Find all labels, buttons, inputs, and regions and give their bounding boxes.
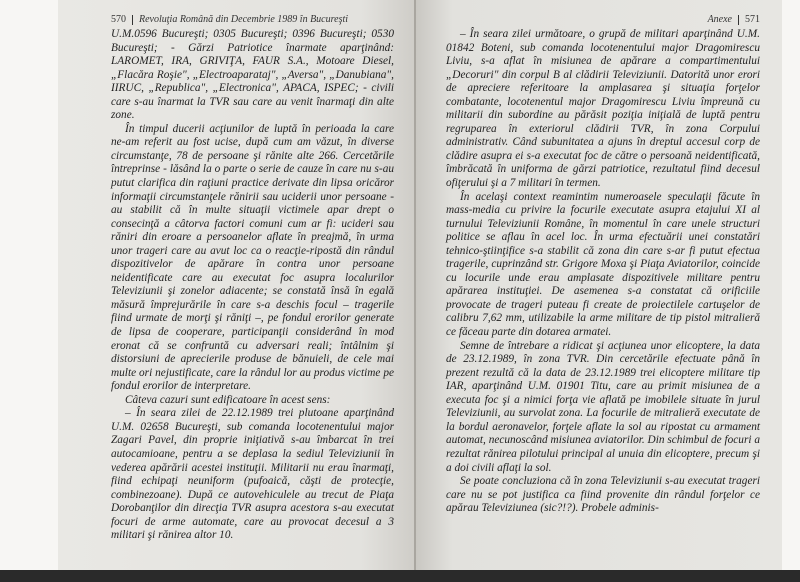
right-page: [416, 0, 782, 570]
left-page: [58, 0, 414, 570]
left-paragraph: Câteva cazuri sunt edificatoare în acest sens:: [125, 393, 331, 406]
left-page-header: [111, 12, 394, 28]
right-page-body: [446, 28, 760, 516]
scan-margin-right: [782, 0, 800, 582]
scan-bottom-edge: [0, 570, 800, 582]
left-paragraph: U.M.0596 Bucureşti; 0305 Bucureşti; 0396 Bucureşti; 0530 Bucureşti; - Gărzi Patriotice înarmate aparţinând: LAROMET, IRA, GRIVIŢA, FAUR S.A., Motoare Diesel, „Flacăra Roşie", „Electroaparataj", „Aversa", „Danubiana", IIRUC, „Republica", „Electronica", APACA, ISPEC; - civili care s-au înarmat la TVR sau care au venit înarmaţi din alte zone.: [111, 28, 394, 122]
left-running-title: Revoluţia Română din Decembrie 1989 în Bucureşti: [139, 14, 349, 25]
right-page-header: [446, 12, 760, 28]
header-divider: [132, 15, 133, 25]
right-paragraph: Se poate concluziona că în zona Televiziunii s-au executat trageri care nu se pot justifica ca fiind provenite din rândul forţelor ce apărau Televiziunea (sic?!?). Probele adminis-: [446, 475, 760, 515]
left-page-number: 570: [111, 14, 126, 25]
scan-margin-left: [0, 0, 58, 582]
left-page-body: [111, 28, 394, 543]
right-paragraph: În acelaşi context reamintim numeroasele speculaţii făcute în mass-media cu privire la focurile executate asupra etajului XI al turnului Televiziunii Române, în momentul în care unele structuri politice se aflau în acel loc. În urma efectuării unei constatări tehnico-ştiinţifice s-a stabilit că zona din care s-ar fi putut efectua tragerile, cuprinzând str. Grigore Moxa şi Piaţa Aviatorilor, coincide cu locurile unde erau amplasate dispozitivele militare pentru apărarea instituţiei. De asemenea s-a constatat că orificiile provocate de trageri puteau fi create de proiectilele cartuşelor de calibru 7,62 mm, utilizabile la arme militare de tip pistol mitralieră ce făceau parte din dotarea armatei.: [446, 190, 760, 339]
header-divider: [738, 15, 739, 25]
right-page-number: 571: [745, 14, 760, 25]
left-paragraph: – În seara zilei de 22.12.1989 trei plutoane aparţinând U.M. 02658 Bucureşti, sub comanda locotenentului major Zagari Pavel, din proprie iniţiativă s-au îmbarcat în trei autocamioane, pentru a se deplasa la sediul Televiziunii în vederea apărării acestei instituţii. Militarii nu erau înarmaţi, fiind echipaţi neuniform (pufoaică, căşti de protecţie, combinezoane). După ce autovehiculele au trecut de Piaţa Dorobanţilor din direcţia TVR asupra acestora s-au executat focuri de arme automate, care au provocat decesul a 3 militari şi rănirea altor 10.: [111, 407, 394, 542]
right-running-title: Anexe: [707, 14, 732, 25]
right-paragraph: – În seara zilei următoare, o grupă de militari aparţinând U.M. 01842 Boteni, sub comanda locotenentului major Dragomirescu Liviu, s-a aflat în misiunea de apărare a compartimentului „Decoruri" din corpul B al clădirii Televiziunii. Datorită unor erori de apreciere referitoare la amplasarea şi situaţia forţelor combatante, locotenentul major Dragomirescu Liviu împreună cu militarii din subordine au părăsit poziţia iniţială de luptă pentru regruparea în exteriorul clădirii TVR, în zona Corpului administrativ. Când subunitatea a ajuns în dreptul accesul corp de clădire asupra ei s-a executat foc de către o persoană neidentificată, îmbrăcată în uniforma de gărzi patriotice, rezultatul fiind decesul ofiţerului şi a 7 militari în termen.: [446, 28, 760, 190]
right-paragraph: Semne de întrebare a ridicat şi acţiunea unor elicoptere, la data de 23.12.1989, în zona TVR. Din cercetările efectuate până în prezent rezultă că la data de 23.12.1989 trei elicoptere militare tip IAR, aparţinând U.M. 01901 Titu, care au primit misiunea de a executa foc şi a nimici forţa vie aflată pe imobilele situate în jurul Televiziunii, au survolat zona. La focurile de mitralieră executate de la bordul aeronavelor, forţele aflate la sol au ripostat cu armament automat, necunoscând misiunea aviatorilor. Din schimbul de focuri a rezultat rănirea pilotului principal al unuia din elicoptere, precum şi a doi civili aflaţi la sol.: [446, 339, 760, 474]
left-paragraph: În timpul ducerii acţiunilor de luptă în perioada la care ne-am referit au fost ucise, după cum am văzut, în diverse circumstanţe, 78 de persoane şi rănite alte 266. Cercetările întreprinse - lăsând la o parte o serie de cauze în care nu s-au putut clarifica din raţiuni practice derivate din lipsa oricăror informaţii circumstanţele rănirii sau uciderii unor persoane - au stabilit că în multe situaţii victimele apar drept o consecinţă a câtorva factori comuni cum ar fi: ucideri sau răniri din eroare a persoanelor aflate în preajmă, în urma unor trageri care au avut loc ca o reacţie-ripostă din rândul dispozitivelor de apărare în contra unor persoane neidentificate care au executat foc asupra localurilor Televiziunii şi zonelor adiacente; se constată însă în egală măsură împrejurările în care s-a deschis focul – tragerile fiind urmate de morţi şi răniţi –, pe fondul erorilor generate de lipsa de cooperare, participanţii considerând în mod eronat că se confruntă cu adversari reali; întâlnim şi distorsiuni de aprecierile produse de bănuieli, de cele mai multe ori nejustificate, care la rândul lor au produs victime pe fondul erorilor de interpretare.: [111, 122, 394, 393]
